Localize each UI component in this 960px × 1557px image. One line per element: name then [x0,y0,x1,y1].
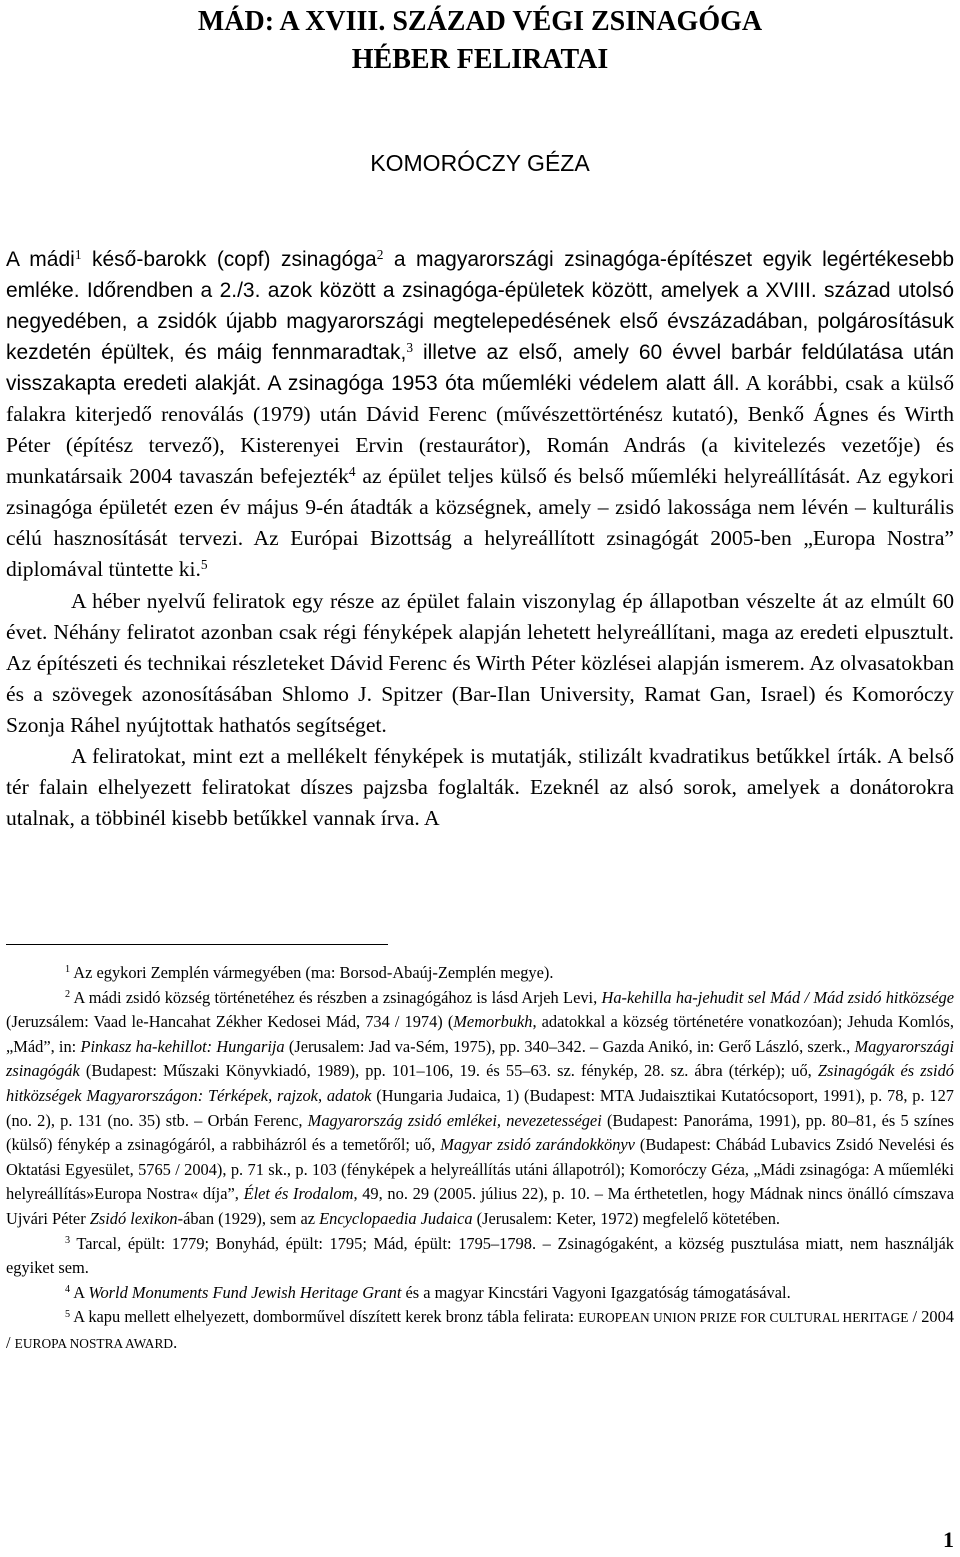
footnote-number: 2 [65,989,71,1001]
p1-text-b: késő-barokk (copf) zsinagóga [81,248,377,271]
footnote-text: Az egykori Zemplén vármegyében (ma: Borsod-Abaúj-Zemplén megye). [70,963,554,982]
footnote-title: Zsidó lexikon [89,1208,178,1228]
footnote-separator [6,944,388,945]
author-name: KOMORÓCZY GÉZA [370,150,590,176]
footnote-text: A kapu mellett elhelyezett, domborművel díszített kerek bronz tábla felirata: [70,1307,579,1327]
footnote-smallcaps: EUROPA NOSTRA AWARD [14,1335,174,1351]
footnote-text: (Jerusalem: Keter, 1972) megfelelő kötetében. [472,1208,781,1228]
footnote-ref-1: 1 [74,246,82,262]
paragraph-2: A héber nyelvű feliratok egy része az épület falain viszonylag ép állapotban vészelte át az elmúlt 60 évet. Néhány feliratot azonban csak régi fényképek alapján lehetett helyreállítani, maga az eredeti elpusztult. Az építészeti és technikai részleteket Dávid Ferenc és Wirth Péter közlései alapján ismerem. Az olvasatokban és a szövegek azonosításában Shlomo J. Spitzer (Bar-Ilan University, Ramat Gan, Israel) és Komoróczy Szonja Ráhel nyújtottak hathatós segítséget. [6,588,954,737]
footnote-number: 5 [65,1308,71,1320]
footnote-title: Magyarországi zsinagógák [6,1036,954,1081]
footnote-number: 1 [65,964,71,976]
footnote-text: A mádi zsidó község történetéhez és részben a zsinagógához is lásd Arjeh Levi, [70,987,602,1007]
footnote-5 [6,1305,954,1356]
footnote-ref-3: 3 [406,339,414,355]
title-line-1: MÁD: A XVIII. SZÁZAD VÉGI ZSINAGÓGA [197,6,763,37]
footnote-text: Tarcal, épült: 1779; Bonyhád, épült: 1795; Mád, épült: 1795–1798. – Zsinagógaként, a község pusztulása miatt, nem használják egyiket sem. [6,1233,954,1278]
footnote-text: (Budapest: Chábád Lubavics Zsidó Nevelési és Oktatási Egyesület, 5765 / 2004), p. 71 sk., p. 103 (fényképek a helyreállítás utáni állapotról); Komoróczy Géza, „Mádi zsinagóga: A műemléki helyreállítás»Europa Nostra« díja”, [6,1135,954,1204]
footnote-2 [6,986,954,1232]
body-text [6,244,954,834]
footnote-text: , adatokkal a község történetére vonatkozóan); Jehuda Komlós, „Mád”, in: [6,1012,954,1056]
footnote-title: Ha-kehilla ha-jehudit sel Mád / Mád zsidó hitközsége [601,987,954,1007]
footnote-3 [6,1232,954,1281]
paragraph-1 [6,244,954,586]
footnote-text: -ában (1929), sem az [177,1208,320,1228]
footnote-text: , 49, no. 29 (2005. július 22), p. 10. – Ma érthetetlen, hogy Mádnak nincs önálló címszava Ujvári Péter [6,1184,954,1228]
paragraph-3: A feliratokat, mint ezt a mellékelt fényképek is mutatják, stilizált kvadratikus betűkkel írták. A belső tér falain elhelyezett feliratokat díszes pajzsba foglalták. Ezeknél az alsó sorok, amelyek a donátorokra utalnak, a többinél kisebb betűkkel vannak írva. A [6,743,954,830]
p1-text-e: A korábbi, csak a külső falakra kiterjedő renoválás (1979) után Dávid Ferenc (művészettörténész kutató), Benkő Ágnes és Wirth Péter (építész tervező), Kisterenyei Ervin (restaurátor), Román András (a kivitelezés vezetője) és munkatársaik 2004 tavaszán befejezték [6,371,954,489]
footnote-ref-2: 2 [376,246,384,262]
footnote-ref-4: 4 [348,463,356,479]
p1-text-d: illetve az első, amely 60 évvel barbár feldúlatása után visszakapta eredeti alakját. A zsinagóga 1953 óta műemléki védelem alatt áll. [6,341,954,396]
footnote-text: (Jerusalem: Jad va-Sém, 1975), pp. 340–342. – Gazda Anikó, in: Gerő László, szerk., [284,1036,855,1056]
footnote-text: / 2004 / [6,1307,955,1352]
footnote-number: 4 [65,1284,71,1296]
footnote-title: World Monuments Fund Jewish Heritage Grant [88,1282,402,1302]
footnote-text: (Budapest: Panoráma, 1991), pp. 80–81, és 5 színes (külső) fénykép a zsinagógáról, a rabbiházról és a temetőről; uő, [6,1110,954,1155]
footnote-text: és a magyar Kincstári Vagyoni Igazgatóság támogatásával. [401,1282,791,1302]
footnote-number: 3 [65,1234,71,1246]
page-number: 1 [943,1527,954,1552]
footnote-title: Encyclopaedia Judaica [319,1208,473,1228]
footnotes [6,961,954,1357]
p1-text-a: A mádi [6,248,75,271]
footnote-text: A [70,1282,89,1302]
footnote-4 [6,1281,954,1306]
footnote-title: Élet és Irodalom [243,1184,354,1204]
p1-text-c: a magyarországi zsinagóga-építészet egyik legértékesebb emléke. Időrendben a 2./3. azok között a zsinagóga-épületek között, amelyek a XVIII. század utolsó negyedében, a zsidók újabb magyarországi megtelepedésének első évszázadában, polgárosításuk kezdetén épültek, és máig fennmaradtak, [6,248,954,365]
footnote-1 [6,961,954,986]
footnote-text: (Jeruzsálem: Vaad le-Hancahat Zékher Kedosei Mád, 734 / 1974) ( [6,1012,454,1032]
footnote-title: Magyar zsidó zarándokkönyv [440,1135,635,1155]
p1-text-f: az épület teljes külső és belső műemléki helyreállítását. Az egykori zsinagóga épületét ezen év május 9-én átadták a községnek, amely – zsidó lakossága nem lévén – kulturális célú hasznosítását tervezi. Az Európai Bizottság a helyreállított zsinagógát 2005-ben „Europa Nostra” diplomával tüntette ki. [6,464,954,582]
footnote-title: Memorbukh [453,1012,533,1032]
footnote-text: . [173,1332,178,1352]
footnote-title: Pinkasz ha-kehillot: Hungarija [80,1036,285,1056]
footnote-text: (Budapest: Műszaki Könyvkiadó, 1989), pp. 101–106, 19. és 55–63. sz. fénykép, 28. sz. ábra (térkép); uő, [79,1061,818,1081]
footnote-smallcaps: EUROPEAN UNION PRIZE FOR CULTURAL HERITAGE [578,1310,909,1326]
footnote-text: (Hungaria Judaica, 1) (Budapest: MTA Judaisztikai Kutatócsoport, 1991), p. 78, p. 127 (no. 2), p. 131 (no. 35) stb. – Orbán Ferenc, [6,1085,954,1130]
footnote-title: Zsinagógák és zsidó hitközségek Magyarországon: Térképek, rajzok, adatok [6,1061,954,1105]
footnote-title: Magyarország zsidó emlékei, nevezetességei [307,1110,602,1130]
title-line-2: HÉBER FELIRATAI [351,44,609,75]
footnote-ref-5: 5 [200,557,208,573]
